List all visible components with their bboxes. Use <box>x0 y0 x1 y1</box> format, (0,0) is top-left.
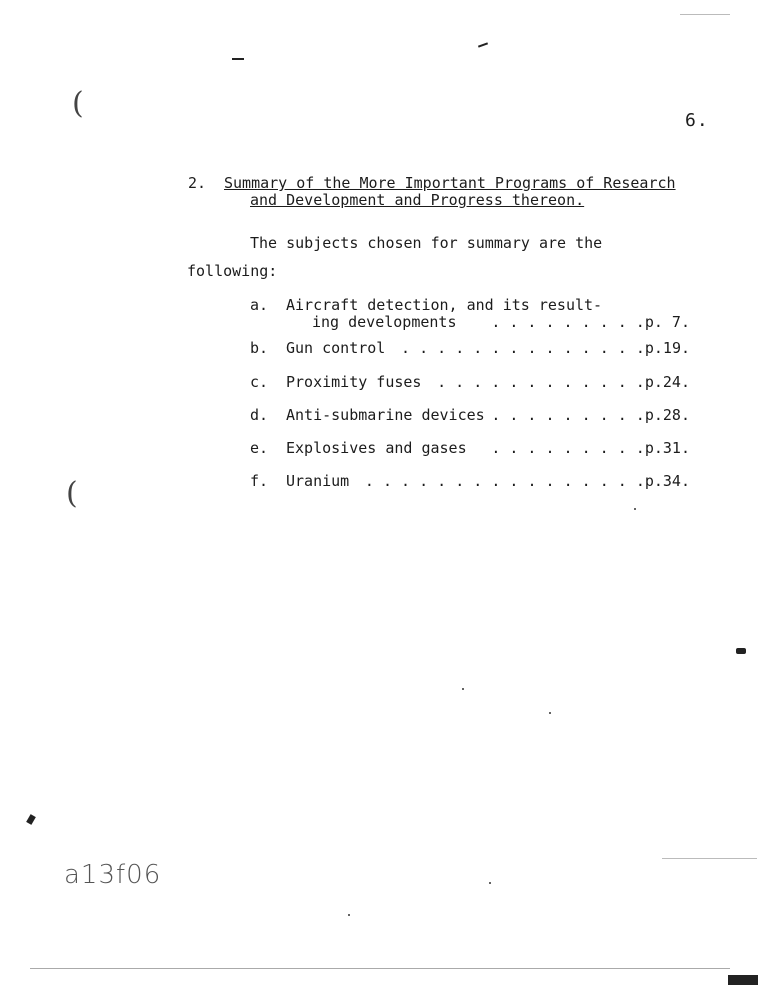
scan-speck <box>348 914 350 916</box>
section-number: 2. <box>188 174 207 192</box>
scan-edge-line <box>662 858 757 859</box>
item-letter: c. <box>250 373 269 391</box>
item-title: Aircraft detection, and its result- <box>286 296 603 314</box>
scan-paren-mark: ( <box>66 476 78 511</box>
intro-line1: The subjects chosen for summary are the <box>250 234 603 252</box>
item-page-ref: . . . . . . . . .p.31. <box>491 439 690 457</box>
item-letter: d. <box>250 406 269 424</box>
scan-mark <box>26 814 36 825</box>
section-title-line2: and Development and Progress thereon. <box>250 191 585 209</box>
item-letter: f. <box>250 472 269 490</box>
item-letter: e. <box>250 439 269 457</box>
scan-mark <box>478 42 488 47</box>
subject-item-uranium <box>250 472 690 562</box>
scan-mark <box>232 58 244 60</box>
scan-paren-mark: ( <box>72 86 84 121</box>
handwritten-note: a13f06 <box>64 860 162 890</box>
page-number: 6. <box>685 110 709 131</box>
item-title: Uranium <box>286 472 350 490</box>
item-page-ref: . . . . . . . . . . . . . . . .p.34. <box>364 472 690 490</box>
item-title: Proximity fuses <box>286 373 422 391</box>
item-letter: b. <box>250 339 269 357</box>
item-page-ref: . . . . . . . . . . . . . .p.19. <box>401 339 690 357</box>
scan-speck <box>462 688 464 690</box>
item-title: Explosives and gases <box>286 439 467 457</box>
item-title-continued: ing developments <box>312 313 457 331</box>
section-title-line1: Summary of the More Important Programs of Research <box>224 174 676 192</box>
scan-speck <box>489 882 491 884</box>
scan-mark <box>728 975 758 985</box>
scan-edge-line <box>30 968 730 969</box>
intro-line2: following: <box>187 262 278 280</box>
item-letter: a. <box>250 296 269 314</box>
item-title: Gun control <box>286 339 386 357</box>
item-page-ref: . . . . . . . . .p.28. <box>491 406 690 424</box>
item-page-ref: . . . . . . . . . . . .p.24. <box>437 373 690 391</box>
scan-speck <box>549 712 551 714</box>
item-title: Anti-submarine devices <box>286 406 485 424</box>
scan-edge-line <box>680 14 730 15</box>
item-page-ref: . . . . . . . . .p. 7. <box>491 313 690 331</box>
scan-mark <box>736 648 746 654</box>
